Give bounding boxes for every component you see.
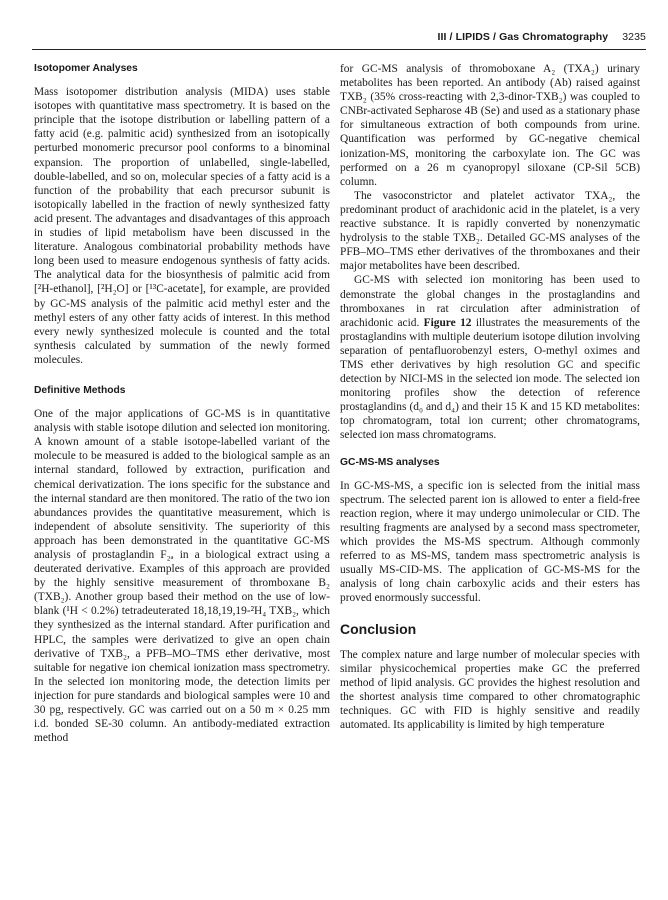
gcmsms-paragraph: In GC-MS-MS, a specific ion is selected from the initial mass spectrum. The selected parent ion is allowed to enter a field-free reaction region, where it may undergo unimolecular or CID. The resulting fragments are analysed by a second mass spectrometer, which provides the MS-MS spectrum. Although commonly referred to as MS-MS, tandem mass spectrometric analysis is usually MS-CID-MS. The application of GC-MS-MS for the analysis of long chain carboxylic acids and their esters has proved enormously successful. [340,479,640,605]
isotopomer-paragraph: Mass isotopomer distribution analysis (MIDA) uses stable isotopes with quantitative mass spectrometry. It is based on the principle that the isotope distribution or labelling pattern of a fatty acid (e.g. palmitic acid) synthesized from an isotopically perturbed monomeric precursor pool conforms to a binominal expansion. The proportion of unlabelled, single-labelled, double-labelled, and so on, molecular species of a fatty acid is a function of the probability that each precursor subunit is isotopically labelled in the fraction of newly synthesized fatty acid present. The advantages and disadvantages of this approach in studies of lipid metabolism have been discussed in the literature. Analogous combinatorial probability methods have long been used to measure endogenous synthesis of fatty acids. The analytical data for the biosynthesis of palmitic acid from [²H-ethanol], [²H₂O] or [¹³C-acetate], for example, are provided by GC-MS analysis of the palmitic acid methyl ester and the methyl esters of any other fatty acids of interest. In this method every newly synthesized molecule is counted and the total synthesis calculated by summation of the newly formed molecules. [34,86,330,366]
left-column [34,62,330,745]
header-rule [32,49,646,50]
definitive-paragraph: One of the major applications of GC-MS is in quantitative analysis with stable isotope dilution and selected ion monitoring. A known amount of a stable isotope-labelled variant of the molecule to be measured is added to the biological sample as an internal standard, followed by extraction, purification and chemical derivatization. The ions specific for the substance and the internal standard are then monitored. The ratio of the two ion abundances provides the quantitative measurement, which is independent of absolute sensitivity. The superiority of this approach has been demonstrated in the quantitative GC-MS analysis of prostaglandin F₂ₐ in a biological extract using a deuterated derivative. Examples of this approach are provided by the highly sensitive measurement of thromboxane B₂ (TXB₂). Another group based their method on the use of low-blank (¹H < 0.2%) tetradeuterated 18,18,19,19-²H₄ TXB₂, which they synthesized as the internal standard. After purification and HPLC, the samples were derivatized to give an open chain derivative of TXB₂, a PFB–MO–TMS ether derivative, most suitable for negative ion chemical ionization mass spectrometry. In the selected ion monitoring mode, the detection limits per injection for pure standards and biological samples were 10 and 30 pg, respectively. GC was carried out on a 50 m × 0.25 mm i.d. bonded SE-30 column. An antibody-mediated extraction method [34,408,330,745]
running-head [437,31,646,43]
running-title: III / LIPIDS / Gas Chromatography [437,31,609,43]
tx-paragraph-2: The vasoconstrictor and platelet activator TXA₂, the predominant product of arachidonic acid in the platelet, is a very reactive substance. It is rapidly converted by nonenzymatic hydrolysis to the stable TXB₂. Detailed GC-MS analyses of the PFB–MO–TMS ether derivatives of the thromboxanes and their major metabolites have been described. [340,189,640,273]
tx-paragraph-1: for GC-MS analysis of thromoboxane A₂ (TXA₂) urinary metabolites has been reported. An antibody (Ab) raised against TXB₂ (35% cross-reacting with 2,3-dinor-TXB₂) was coupled to CNBr-activated Sepharose 4B (Se) and used as a stationary phase for simultaneous extraction of both compounds from urine. Quantification was performed by GC-negative chemical ionization-MS, monitoring the carboxylate ion. The GC was performed on a 26 m cyanopropyl siloxane (CP-Sil 5CB) column. [340,63,640,188]
gcmsms-heading: GC-MS-MS analyses [340,456,440,468]
right-column [340,62,640,732]
conclusion-paragraph: The complex nature and large number of molecular species with similar physicochemical properties make GC the preferred method of lipid analysis. GC provides the highest resolution and the shortest analysis time compared to other chromatographic techniques. GC with FID is highly sensitive and readily automated. Its applicability is limited by high temperature [340,648,640,732]
tx-paragraph-3 [340,273,640,442]
isotopomer-heading: Isotopomer Analyses [34,63,138,74]
page-number: 3235 [622,31,646,43]
definitive-heading: Definitive Methods [34,384,126,396]
tx-paragraph-3-start: GC-MS with selected ion monitoring has been used to demonstrate the global changes in the prostaglandins and thromboxanes in rat circulation after administration of arachidonic acid. [340,274,640,329]
conclusion-heading: Conclusion [340,621,417,638]
figure-12-link[interactable]: Figure 12 [423,316,472,329]
tx-paragraph-3-end: illustrates the measurements of the prostaglandins with multiple deuterium isotope dilution involving separation of pentafluorobenzyl esters, O-methyl oximes and TMS ether derivatives by high resolution GC and specific detection by NICI-MS in the selected ion mode. The selected ion monitoring profiles show the detection of reference prostaglandins (d₀ and d₄) and their 15 K and 15 KD metabolites: top chromatogram, total ion current; other chromatograms, selected ion mass chromatograms. [340,316,640,442]
